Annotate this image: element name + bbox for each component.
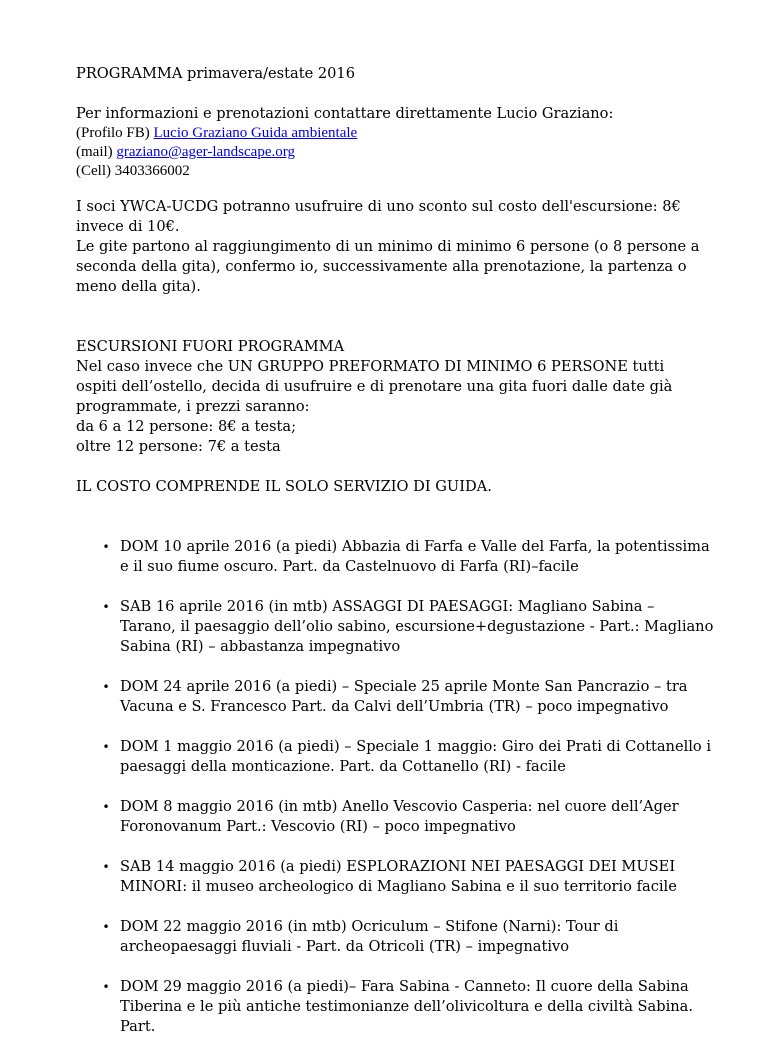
event-item: [76, 677, 706, 717]
email-link[interactable]: graziano@ager-landscape.org: [116, 144, 295, 160]
event-item: [76, 737, 712, 777]
contact-mail-line: [76, 143, 706, 162]
bullet-icon: •: [102, 540, 110, 554]
cost-note: IL COSTO COMPRENDE IL SOLO SERVIZIO DI GUIDA.: [76, 478, 492, 495]
departure-paragraph: Le gite partono al raggiungimento di un minimo di minimo 6 persone (o 8 persone a seconda della gita), confermo io, successivamente alla prenotazione, la partenza o meno della gita).: [76, 238, 700, 295]
discount-paragraph: I soci YWCA-UCDG potranno usufruire di uno sconto sul costo dell'escursione: 8€ invece di 10€.: [76, 198, 681, 235]
spacer: [76, 181, 706, 197]
document-page: [76, 64, 714, 1057]
event-text: DOM 24 aprile 2016 (a piedi) – Speciale 25 aprile Monte San Pancrazio – tra Vacuna e S. Francesco Part. da Calvi dell’Umbria (TR) – poco impegnativo: [120, 678, 688, 715]
facebook-profile-link[interactable]: Lucio Graziano Guida ambientale: [153, 125, 358, 141]
event-text: DOM 8 maggio 2016 (in mtb) Anello Vescovio Casperia: nel cuore dell’Ager Foronovanum Part.: Vescovio (RI) – poco impegnativo: [120, 798, 679, 835]
event-item: [76, 917, 706, 957]
spacer: [76, 84, 706, 104]
extra-heading: ESCURSIONI FUORI PROGRAMMA: [76, 338, 345, 355]
event-item: [76, 977, 706, 1037]
bullet-icon: •: [102, 920, 110, 934]
program-title: PROGRAMMA primavera/estate 2016: [76, 65, 355, 82]
event-list: [76, 537, 714, 1037]
spacer: [76, 297, 706, 337]
event-text: DOM 10 aprile 2016 (a piedi) Abbazia di Farfa e Valle del Farfa, la potentissima e il suo fiume oscuro. Part. da Castelnuovo di Farfa (RI)–facile: [120, 538, 710, 575]
extra-body: Nel caso invece che UN GRUPPO PREFORMATO DI MINIMO 6 PERSONE tutti ospiti dell’ostello, decida di usufruire e di prenotare una gita fuori dalle date già programmate, i prezzi saranno:: [76, 358, 673, 415]
event-text: SAB 16 aprile 2016 (in mtb) ASSAGGI DI PAESAGGI: Magliano Sabina – Tarano, il paesaggio dell’olio sabino, escursione+degustazione - Part.: Magliano Sabina (RI) – abbastanza impegnativo: [120, 598, 714, 655]
spacer: [76, 457, 706, 477]
mail-label: (mail): [76, 144, 117, 160]
contact-cell-line: (Cell) 3403366002: [76, 163, 190, 179]
bullet-icon: •: [102, 980, 110, 994]
event-text: DOM 1 maggio 2016 (a piedi) – Speciale 1 maggio: Giro dei Prati di Cottanello i paesaggi della monticazione. Part. da Cottanello (RI) - facile: [120, 738, 712, 775]
event-item: [76, 797, 706, 837]
price-line-small-group: da 6 a 12 persone: 8€ a testa;: [76, 418, 296, 435]
bullet-icon: •: [102, 860, 110, 874]
bullet-icon: •: [102, 740, 110, 754]
event-item: [76, 857, 706, 897]
contact-facebook-line: [76, 124, 706, 143]
facebook-label: (Profilo FB): [76, 125, 154, 141]
spacer: [76, 497, 706, 537]
contact-intro: Per informazioni e prenotazioni contattare direttamente Lucio Graziano:: [76, 105, 614, 122]
price-line-large-group: oltre 12 persone: 7€ a testa: [76, 438, 281, 455]
event-item: [76, 537, 710, 577]
bullet-icon: •: [102, 600, 110, 614]
event-item: [76, 597, 714, 657]
bullet-icon: •: [102, 680, 110, 694]
event-text: SAB 14 maggio 2016 (a piedi) ESPLORAZIONI NEI PAESAGGI DEI MUSEI MINORI: il museo archeologico di Magliano Sabina e il suo territorio facile: [120, 858, 677, 895]
event-text: DOM 22 maggio 2016 (in mtb) Ocriculum – Stifone (Narni): Tour di archeopaesaggi fluviali - Part. da Otricoli (TR) – impegnativo: [120, 918, 619, 955]
bullet-icon: •: [102, 800, 110, 814]
event-text: DOM 29 maggio 2016 (a piedi)– Fara Sabina - Canneto: Il cuore della Sabina Tiberina e le più antiche testimonianze dell’olivicoltura e della civiltà Sabina. Part.: [120, 978, 693, 1035]
